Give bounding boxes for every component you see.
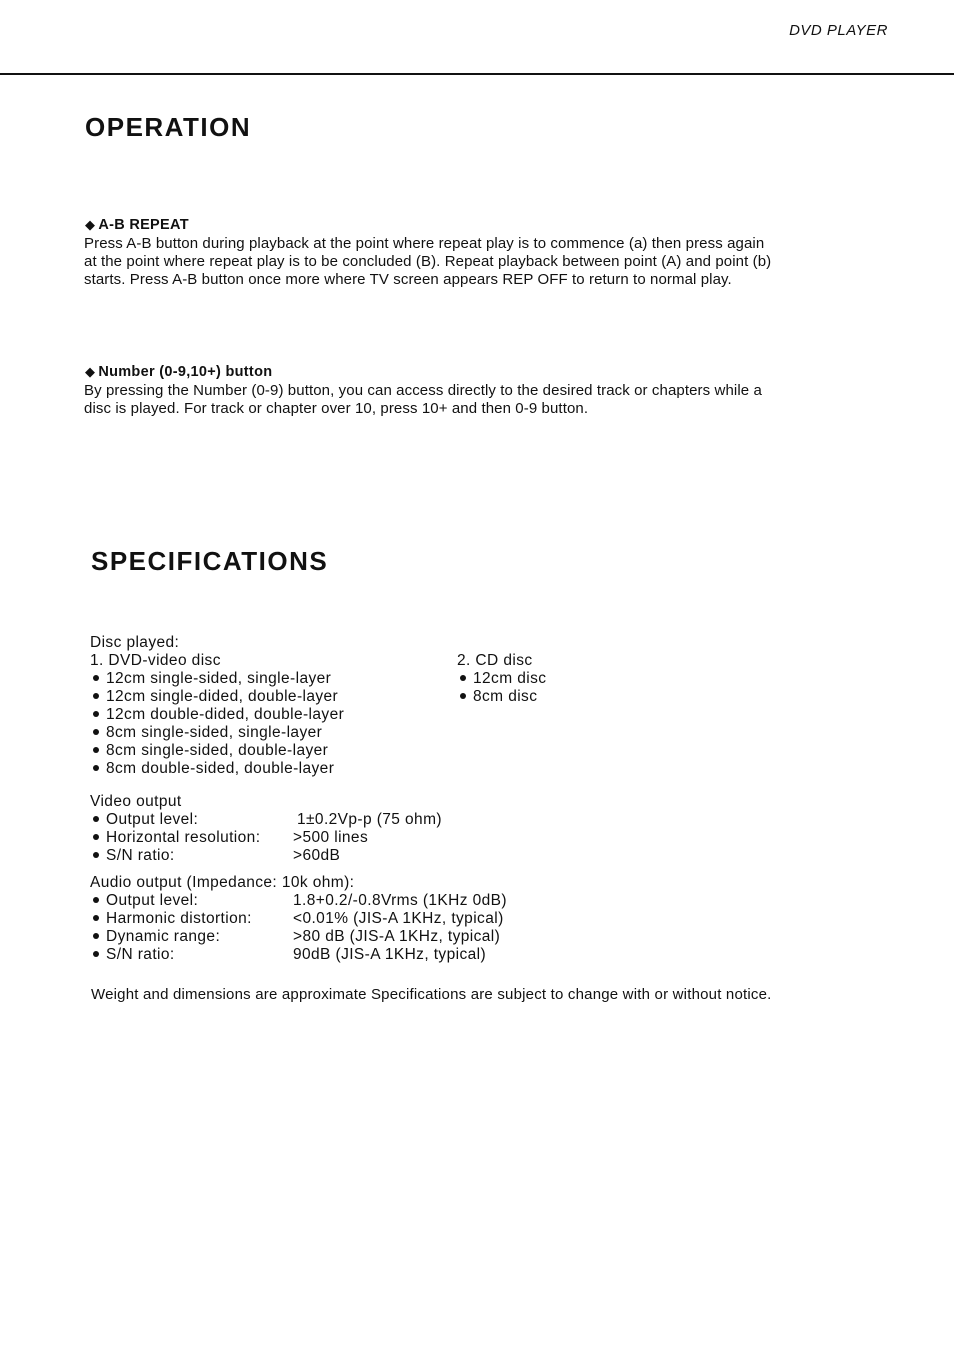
- paragraph-line: starts. Press A-B button once more where TV screen appears REP OFF to return to normal play.: [84, 271, 732, 288]
- operation-title: OPERATION: [85, 112, 252, 142]
- list-item-text: 12cm single-dided, double-layer: [106, 688, 339, 705]
- bullet-dot-icon: [93, 933, 99, 939]
- spec-row: [90, 847, 690, 865]
- bullet-dot-icon: [93, 675, 99, 681]
- paragraph-line: disc is played. For track or chapter over 10, press 10+ and then 0-9 button.: [84, 400, 589, 417]
- spec-name: Dynamic range:: [106, 928, 221, 945]
- diamond-bullet-icon: ◆: [85, 364, 96, 379]
- bullet-dot-icon: [460, 675, 466, 681]
- spec-value: <0.01% (JIS-A 1KHz, typical): [293, 910, 504, 927]
- list-item-text: 8cm disc: [473, 688, 538, 705]
- spec-value: >80 dB (JIS-A 1KHz, typical): [293, 928, 501, 945]
- header-title: DVD PLAYER: [789, 22, 888, 39]
- spec-name: Horizontal resolution:: [106, 829, 261, 846]
- spec-row: [90, 829, 690, 847]
- paragraph-line: By pressing the Number (0-9) button, you can access directly to the desired track or chapters while a: [84, 382, 762, 399]
- diamond-bullet-icon: ◆: [85, 217, 96, 232]
- number-button-paragraph: [84, 382, 874, 418]
- bullet-dot-icon: [460, 693, 466, 699]
- list-item-text: 8cm single-sided, double-layer: [106, 742, 329, 759]
- ab-repeat-heading: [85, 217, 189, 233]
- disc-played-label: Disc played:: [90, 634, 180, 651]
- list-item: [90, 760, 344, 778]
- spec-name: Output level:: [106, 811, 199, 828]
- paragraph-line: at the point where repeat play is to be concluded (B). Repeat playback between point (A) and point (b): [84, 253, 772, 270]
- bullet-dot-icon: [93, 765, 99, 771]
- dvd-title: 1. DVD-video disc: [90, 652, 221, 669]
- bullet-dot-icon: [93, 711, 99, 717]
- list-item: [457, 670, 546, 688]
- list-item-text: 8cm single-sided, single-layer: [106, 724, 323, 741]
- specifications-title: SPECIFICATIONS: [91, 546, 329, 576]
- number-button-heading-text: Number (0-9,10+) button: [98, 364, 273, 380]
- video-output-section: [90, 793, 690, 865]
- audio-output-section: [90, 874, 690, 964]
- specifications-note: Weight and dimensions are approximate Specifications are subject to change with or without notice.: [91, 986, 772, 1003]
- spec-value: >500 lines: [293, 829, 369, 846]
- cd-title: 2. CD disc: [457, 652, 533, 669]
- bullet-dot-icon: [93, 834, 99, 840]
- header-divider: [0, 73, 954, 75]
- list-item: [90, 742, 344, 760]
- bullet-dot-icon: [93, 693, 99, 699]
- spec-row: [90, 928, 690, 946]
- list-item-text: 12cm disc: [473, 670, 547, 687]
- bullet-dot-icon: [93, 816, 99, 822]
- spec-value: 1±0.2Vp-p (75 ohm): [297, 811, 442, 828]
- spec-name: Harmonic distortion:: [106, 910, 252, 927]
- video-output-label: Video output: [90, 793, 182, 810]
- ab-repeat-heading-text: A-B REPEAT: [98, 217, 189, 233]
- number-button-heading: [85, 364, 272, 380]
- list-item: [90, 670, 344, 688]
- spec-row: [90, 946, 690, 964]
- list-item: [90, 706, 344, 724]
- paragraph-line: Press A-B button during playback at the point where repeat play is to commence (a) then press again: [84, 235, 765, 252]
- spec-value: 1.8+0.2/-0.8Vrms (1KHz 0dB): [293, 892, 507, 909]
- spec-name: S/N ratio:: [106, 847, 175, 864]
- spec-value: 90dB (JIS-A 1KHz, typical): [293, 946, 487, 963]
- bullet-dot-icon: [93, 852, 99, 858]
- list-item: [90, 724, 344, 742]
- spec-name: S/N ratio:: [106, 946, 175, 963]
- ab-repeat-paragraph: [84, 235, 864, 289]
- disc-played-section: [90, 634, 344, 778]
- list-item-text: 12cm single-sided, single-layer: [106, 670, 332, 687]
- list-item-text: 12cm double-dided, double-layer: [106, 706, 345, 723]
- spec-row: [90, 892, 690, 910]
- list-item: [90, 688, 344, 706]
- cd-disc-section: [457, 652, 546, 706]
- bullet-dot-icon: [93, 897, 99, 903]
- list-item: [457, 688, 546, 706]
- audio-output-label: Audio output (Impedance: 10k ohm):: [90, 874, 355, 891]
- bullet-dot-icon: [93, 951, 99, 957]
- spec-row: [90, 910, 690, 928]
- bullet-dot-icon: [93, 747, 99, 753]
- spec-value: >60dB: [293, 847, 341, 864]
- list-item-text: 8cm double-sided, double-layer: [106, 760, 335, 777]
- bullet-dot-icon: [93, 915, 99, 921]
- spec-row: [90, 811, 690, 829]
- bullet-dot-icon: [93, 729, 99, 735]
- spec-name: Output level:: [106, 892, 199, 909]
